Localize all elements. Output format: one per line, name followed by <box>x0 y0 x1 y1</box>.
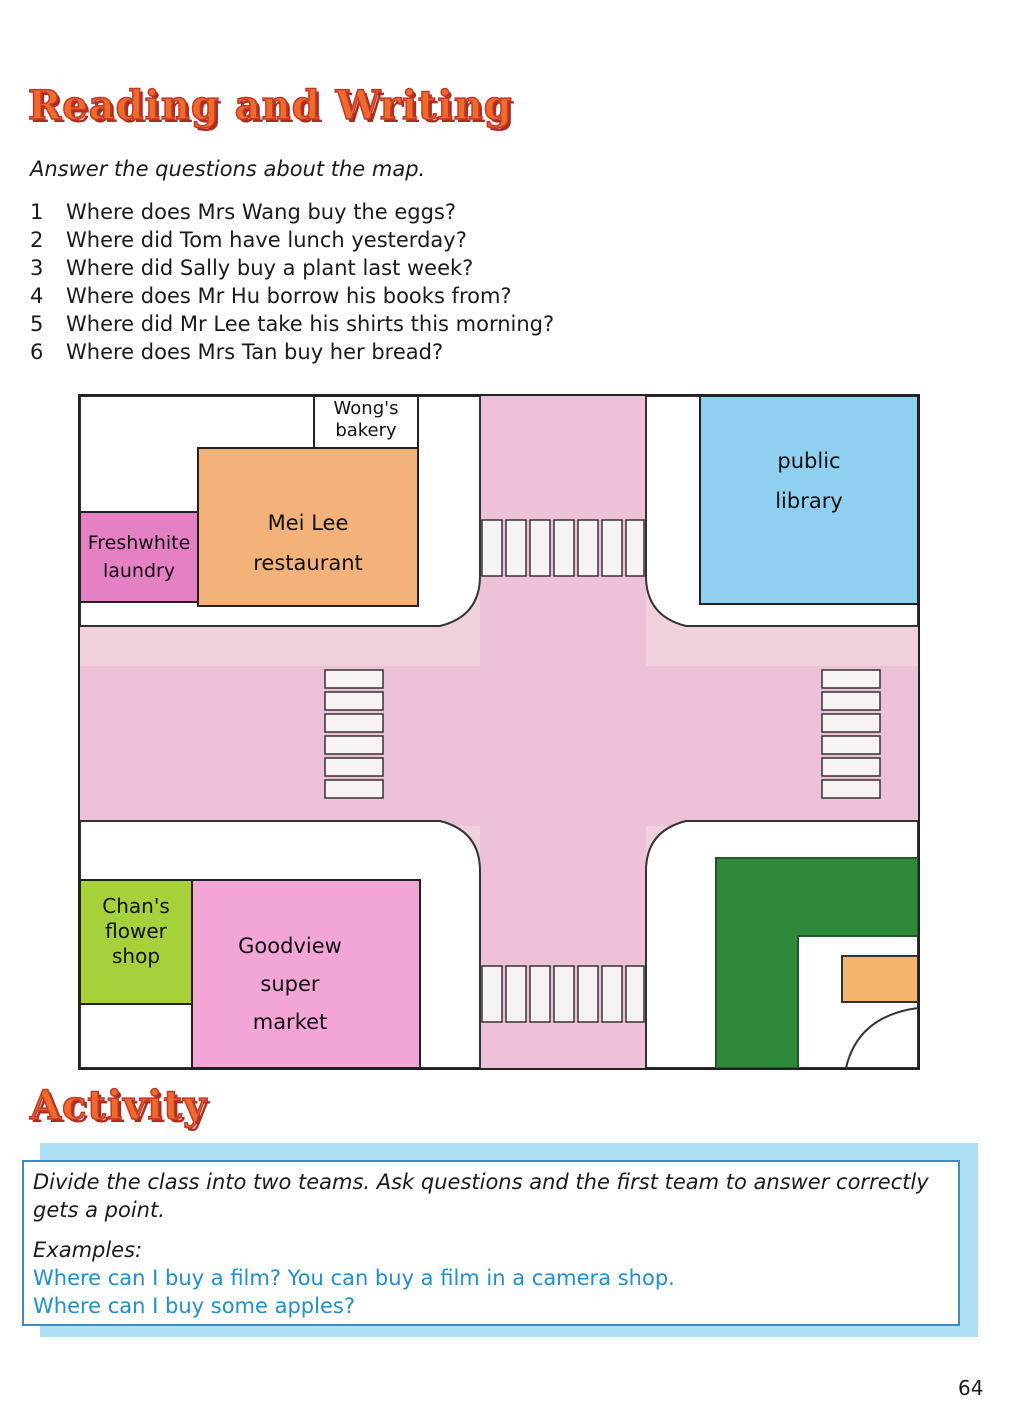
question-number: 3 <box>30 256 44 280</box>
activity-text: Divide the class into two teams. Ask questions and the first team to answer correctly gets a point. <box>33 1170 929 1222</box>
example-line: Where can I buy some apples? <box>33 1294 355 1318</box>
question-number: 1 <box>30 200 44 224</box>
question-list <box>30 198 554 366</box>
question-text: Where did Tom have lunch yesterday? <box>66 228 467 252</box>
question-item <box>30 282 554 310</box>
question-number: 4 <box>30 284 44 308</box>
example-line: Where can I buy a film? You can buy a film in a camera shop. <box>33 1266 675 1290</box>
instruction-text: Answer the questions about the map. <box>30 157 426 181</box>
question-item <box>30 226 554 254</box>
question-item <box>30 310 554 338</box>
supermarket-label: Goodview super market <box>238 934 342 1034</box>
activity-box <box>22 1160 960 1326</box>
question-number: 5 <box>30 312 44 336</box>
question-item <box>30 198 554 226</box>
question-number: 2 <box>30 228 44 252</box>
examples-label: Examples: <box>33 1238 143 1262</box>
horizontal-road <box>80 666 918 826</box>
street-map <box>78 394 920 1070</box>
crosswalk-top <box>482 520 644 576</box>
reading-writing-heading: Reading and Writing <box>28 82 513 129</box>
question-number: 6 <box>30 340 44 364</box>
flower-shop-label: Chan's flower shop <box>102 894 170 968</box>
restaurant-label: Mei Lee restaurant <box>253 511 363 575</box>
laundry-label: Freshwhite laundry <box>87 532 191 582</box>
park-bench <box>842 956 918 1002</box>
library-label: public library <box>775 449 843 513</box>
bakery-label: Wong's bakery <box>333 398 399 441</box>
question-text: Where does Mrs Tan buy her bread? <box>66 340 444 364</box>
activity-heading: Activity <box>30 1082 208 1129</box>
page-number: 64 <box>958 1376 984 1400</box>
question-text: Where did Mr Lee take his shirts this morning? <box>66 312 555 336</box>
question-item <box>30 338 554 366</box>
crosswalk-bottom <box>482 966 644 1022</box>
question-item <box>30 254 554 282</box>
question-text: Where did Sally buy a plant last week? <box>66 256 474 280</box>
question-text: Where does Mrs Wang buy the eggs? <box>66 200 456 224</box>
question-text: Where does Mr Hu borrow his books from? <box>66 284 512 308</box>
